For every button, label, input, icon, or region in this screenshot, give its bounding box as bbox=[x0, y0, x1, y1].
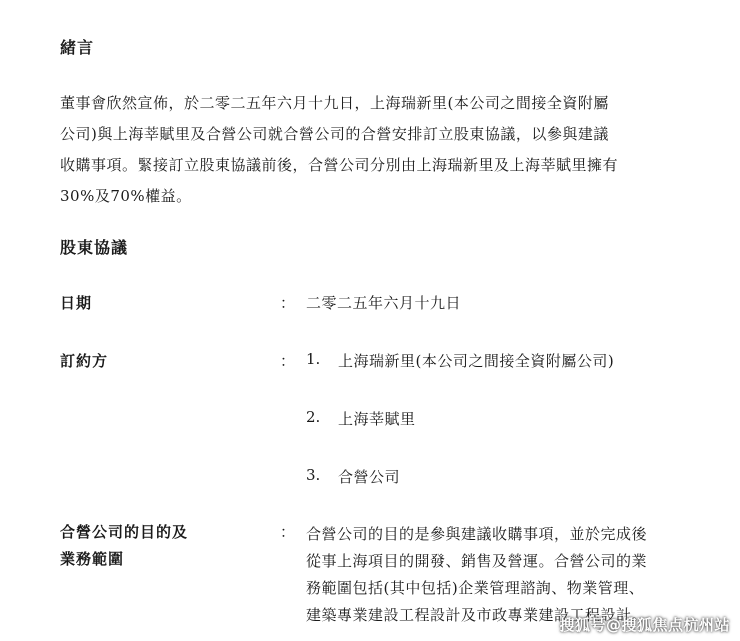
purpose-line: 合營公司的目的是參與建議收購事項，並於完成後 bbox=[306, 525, 648, 543]
intro-line: 收購事項。緊接訂立股東協議前後，合營公司分別由上海瑞新里及上海莘賦里擁有 bbox=[60, 156, 619, 174]
parties-label: 訂約方 bbox=[60, 352, 109, 370]
parties-colon: ： bbox=[280, 352, 296, 370]
purpose-label-line1: 合營公司的目的及 bbox=[60, 523, 189, 541]
party-number: 1. bbox=[306, 350, 321, 368]
purpose-colon: ： bbox=[280, 523, 296, 541]
watermark: 搜狐号@搜狐焦点杭州站 bbox=[559, 616, 730, 634]
party-name: 合營公司 bbox=[338, 468, 401, 486]
party-name: 上海莘賦里 bbox=[338, 410, 416, 428]
party-name: 上海瑞新里(本公司之間接全資附屬公司) bbox=[338, 352, 615, 370]
intro-line: 30%及70%權益。 bbox=[60, 187, 192, 205]
agreement-heading: 股東協議 bbox=[60, 238, 129, 257]
party-number: 3. bbox=[306, 466, 321, 484]
intro-line: 董事會欣然宣佈，於二零二五年六月十九日，上海瑞新里(本公司之間接全資附屬 bbox=[60, 94, 609, 112]
date-label: 日期 bbox=[60, 294, 93, 312]
purpose-line: 務範圍包括(其中包括)企業管理諮詢、物業管理、 bbox=[306, 579, 645, 597]
purpose-line: 建築專業建設工程設計及市政專業建設工程設計。 bbox=[306, 606, 648, 624]
intro-heading: 緒言 bbox=[60, 38, 95, 57]
purpose-text bbox=[306, 521, 647, 629]
intro-line: 公司)與上海莘賦里及合營公司就合營公司的合營安排訂立股東協議，以參與建議 bbox=[60, 125, 609, 143]
party-number: 2. bbox=[306, 408, 321, 426]
intro-paragraph bbox=[60, 88, 720, 212]
purpose-line: 從事上海項目的開發、銷售及營運。合營公司的業 bbox=[306, 552, 648, 570]
date-value: 二零二五年六月十九日 bbox=[306, 294, 462, 312]
date-colon: ： bbox=[280, 294, 296, 312]
purpose-label-line2: 業務範圍 bbox=[60, 550, 125, 568]
